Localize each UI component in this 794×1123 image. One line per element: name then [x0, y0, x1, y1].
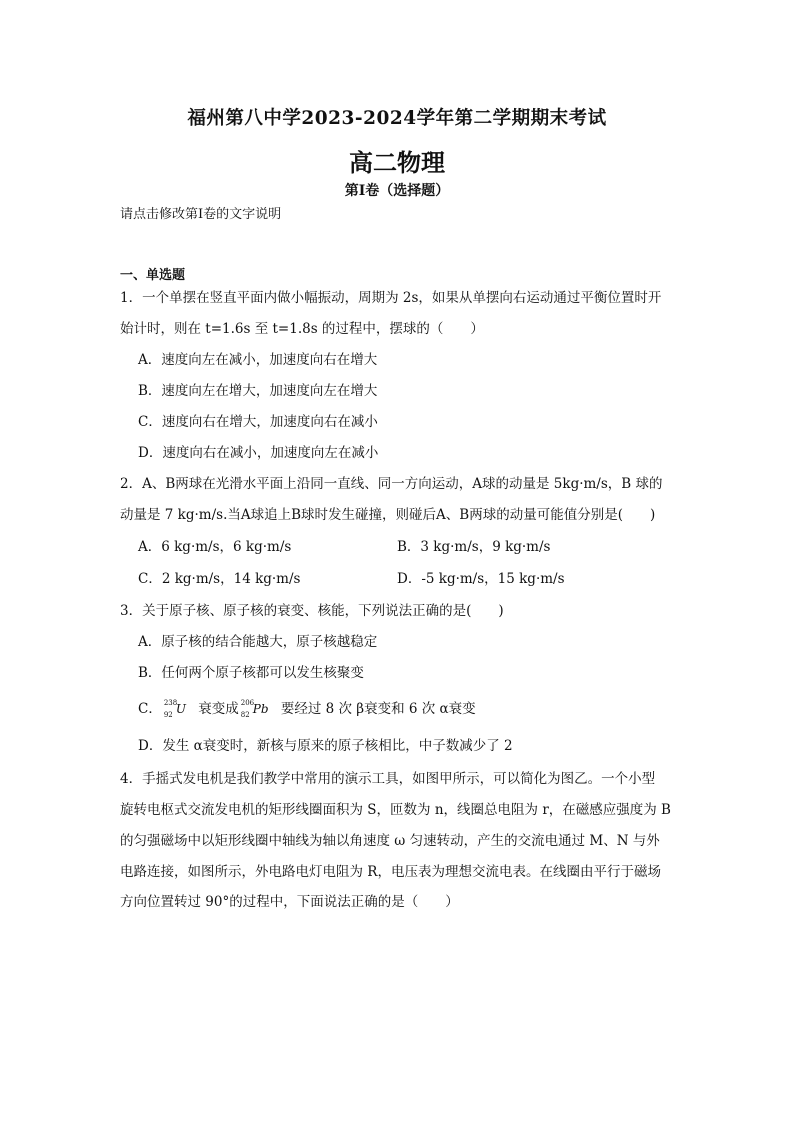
question-2-line-2: 动量是 7 kg·m/s.当A球追上B球时发生碰撞，则碰后A、B两球的动量可能值分别是( )	[120, 507, 656, 523]
option-c-tail: 要经过 8 次 β衰变和 6 次 α衰变	[280, 701, 476, 717]
question-1-option-b: B．速度向左在增大，加速度向左在增大	[138, 383, 378, 399]
question-4-line-4: 电路连接，如图所示，外电路电灯电阻为 R，电压表为理想交流电表。在线圈由平行于磁场	[120, 864, 661, 880]
question-3-option-c	[138, 699, 476, 719]
question-2-option-b: B．3 kg·m/s，9 kg·m/s	[397, 539, 551, 555]
exam-title: 福州第八中学2023-2024学年第二学期期末考试	[187, 108, 607, 129]
volume-note[interactable]: 请点击修改第I卷的文字说明	[120, 207, 282, 222]
question-2-option-d: D．-5 kg·m/s，15 kg·m/s	[397, 571, 565, 587]
question-2-line-1: 2．A、B两球在光滑水平面上沿同一直线、同一方向运动，A球的动量是 5kg·m/s，B 球的	[120, 476, 663, 492]
volume-title: 第I卷（选择题）	[344, 183, 450, 199]
question-3-option-d: D．发生 α衰变时，新核与原来的原子核相比，中子数减少了 2	[138, 738, 513, 754]
option-c-mid: 衰变成	[198, 701, 239, 717]
question-3-option-a: A．原子核的结合能越大，原子核越稳定	[138, 634, 378, 650]
question-1-line-2: 始计时，则在 t=1.6s 至 t=1.8s 的过程中，摆球的（ ）	[120, 321, 484, 337]
question-4-line-5: 方向位置转过 90°的过程中，下面说法正确的是（ ）	[120, 894, 459, 910]
question-4-line-3: 的匀强磁场中以矩形线圈中轴线为轴以角速度 ω 匀速转动，产生的交流电通过 M、N 与外	[120, 833, 660, 849]
uranium-nuclide: 238 92 U	[163, 699, 186, 719]
lead-nuclide: 206 82 Pb	[240, 699, 269, 719]
question-2-option-a: A．6 kg·m/s，6 kg·m/s	[138, 539, 292, 555]
question-4-line-2: 旋转电枢式交流发电机的矩形线圈面积为 S，匝数为 n，线圈总电阻为 r，在磁感应强度为 B	[120, 802, 671, 818]
question-1-option-d: D．速度向右在减小，加速度向左在减小	[138, 445, 379, 461]
subject-title: 高二物理	[349, 148, 445, 177]
question-3-option-b: B．任何两个原子核都可以发生核聚变	[138, 665, 364, 681]
question-1-option-c: C．速度向右在增大，加速度向右在减小	[138, 414, 378, 430]
question-1-option-a: A．速度向左在减小，加速度向右在增大	[138, 352, 378, 368]
option-c-label: C．	[138, 701, 162, 717]
question-2-option-c: C．2 kg·m/s，14 kg·m/s	[138, 571, 301, 587]
question-4-line-1: 4．手摇式发电机是我们教学中常用的演示工具，如图甲所示，可以简化为图乙。一个小型	[120, 771, 656, 787]
question-3-line-1: 3．关于原子核、原子核的衰变、核能，下列说法正确的是( )	[120, 603, 504, 619]
section-heading: 一、单选题	[120, 268, 186, 283]
question-1-line-1: 1．一个单摆在竖直平面内做小幅振动，周期为 2s，如果从单摆向右运动通过平衡位置时开	[120, 290, 662, 306]
